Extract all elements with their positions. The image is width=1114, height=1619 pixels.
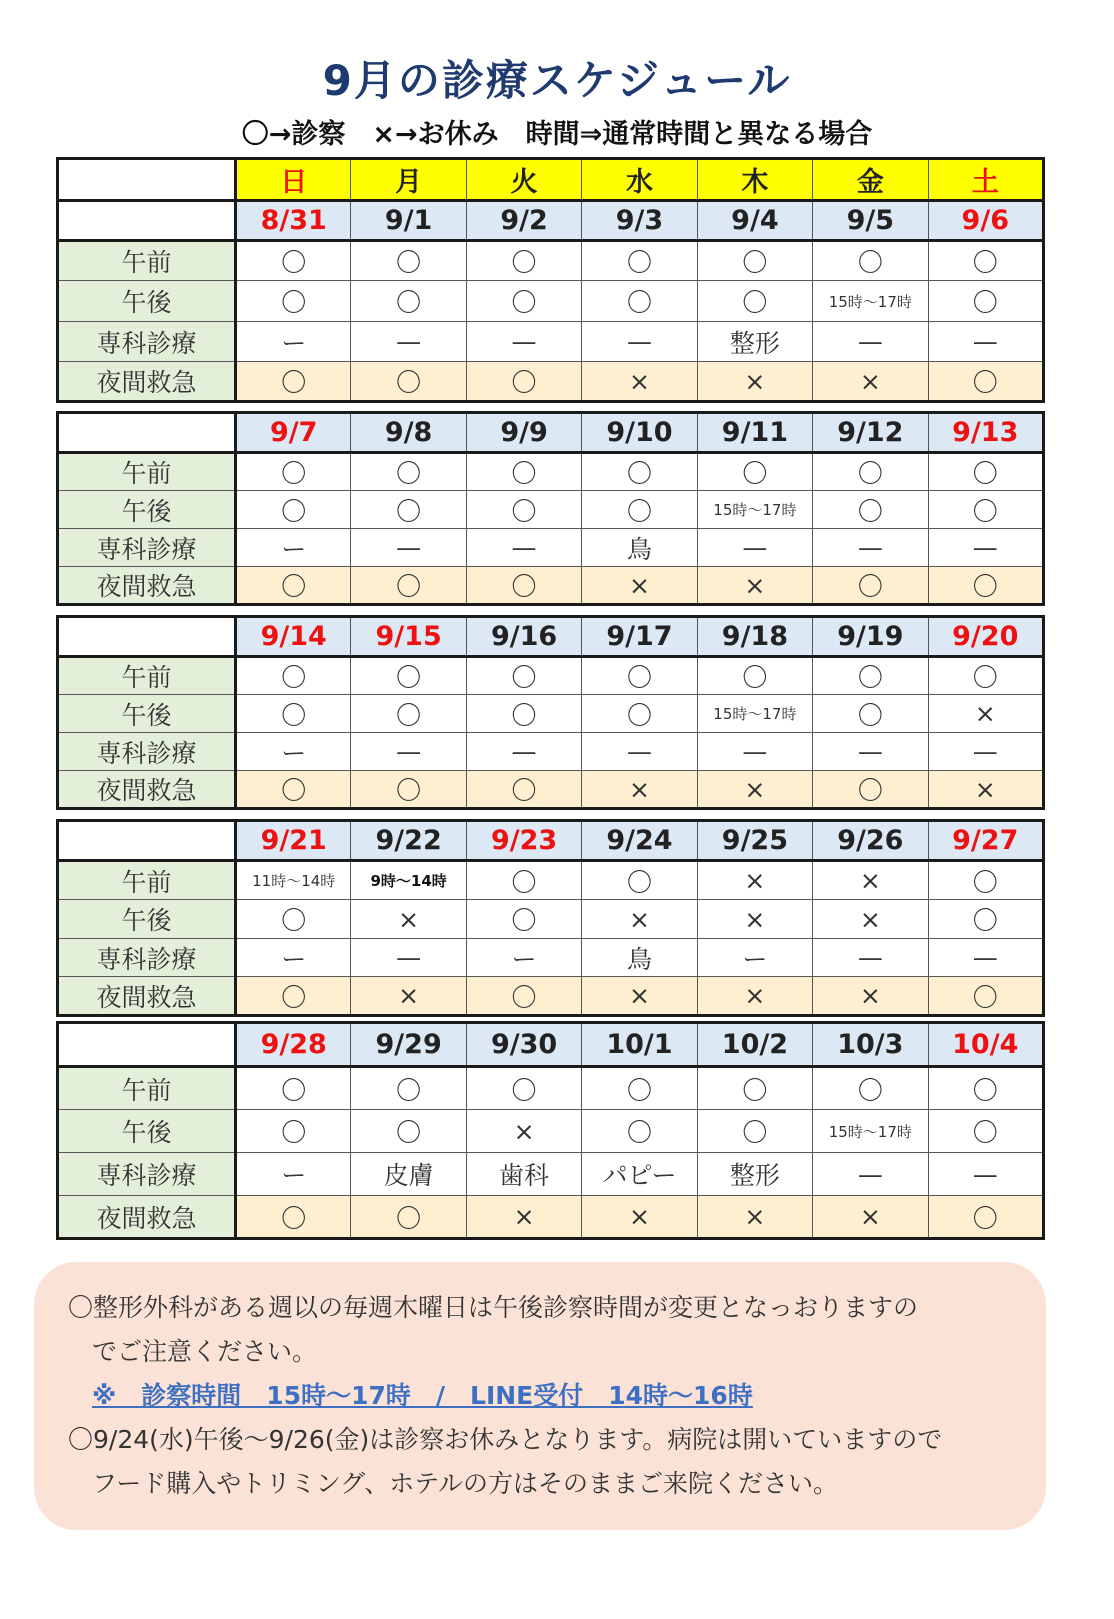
date-row xyxy=(58,413,1044,453)
status-cell: × xyxy=(928,771,1043,809)
status-cell: 〇 xyxy=(236,695,351,733)
notes-box xyxy=(34,1262,1046,1530)
status-cell: 〇 xyxy=(582,657,697,695)
status-cell: 〇 xyxy=(928,491,1043,529)
status-cell: 〇 xyxy=(351,491,466,529)
status-cell: 〇 xyxy=(813,771,928,809)
status-cell: 〇 xyxy=(813,657,928,695)
status-cell: 〇 xyxy=(697,281,812,322)
date-cell: 9/13 xyxy=(928,413,1043,453)
night-row xyxy=(58,977,1044,1016)
date-cell: 9/18 xyxy=(697,617,812,657)
status-cell: × xyxy=(697,1196,812,1239)
status-cell: 〇 xyxy=(928,241,1043,281)
status-cell: 〇 xyxy=(351,1196,466,1239)
status-cell: 〇 xyxy=(582,491,697,529)
night-row xyxy=(58,362,1044,402)
status-cell: × xyxy=(582,567,697,605)
note-line-1: 〇整形外科がある週以の毎週木曜日は午後診察時間が変更となっおりますの xyxy=(68,1293,919,1322)
status-cell: 鳥 xyxy=(582,939,697,977)
date-cell: 9/5 xyxy=(813,201,928,241)
date-row xyxy=(58,617,1044,657)
status-cell: 〇 xyxy=(236,977,351,1016)
weekday-row xyxy=(58,159,1044,201)
date-cell: 9/6 xyxy=(928,201,1043,241)
status-cell: 15時～17時 xyxy=(697,491,812,529)
status-cell: — xyxy=(466,733,581,771)
status-cell: 〇 xyxy=(466,771,581,809)
status-cell: 〇 xyxy=(928,281,1043,322)
status-cell: 〇 xyxy=(928,1196,1043,1239)
status-cell: — xyxy=(351,939,466,977)
corner-cell xyxy=(58,617,236,657)
status-cell: × xyxy=(697,977,812,1016)
status-cell: — xyxy=(928,1153,1043,1196)
special-row xyxy=(58,529,1044,567)
status-cell: 〇 xyxy=(928,453,1043,491)
date-cell: 9/30 xyxy=(466,1023,581,1067)
status-cell: 〇 xyxy=(351,1110,466,1153)
status-cell: 〇 xyxy=(351,771,466,809)
status-cell: × xyxy=(928,695,1043,733)
status-cell: 〇 xyxy=(351,453,466,491)
night-row xyxy=(58,1196,1044,1239)
status-cell: × xyxy=(582,900,697,939)
corner-cell xyxy=(58,1023,236,1067)
status-cell: × xyxy=(813,900,928,939)
date-cell: 9/3 xyxy=(582,201,697,241)
status-cell: — xyxy=(928,322,1043,362)
weekday-cell: 火 xyxy=(466,159,581,201)
status-cell: 〇 xyxy=(466,491,581,529)
night-row xyxy=(58,567,1044,605)
status-cell: 〇 xyxy=(697,241,812,281)
row-label: 専科診療 xyxy=(58,1153,236,1196)
status-cell: パピー xyxy=(582,1153,697,1196)
row-label: 専科診療 xyxy=(58,733,236,771)
week-table-1 xyxy=(56,157,1045,403)
row-label: 専科診療 xyxy=(58,529,236,567)
status-cell: 〇 xyxy=(466,362,581,402)
status-cell: 〇 xyxy=(466,695,581,733)
status-cell: — xyxy=(928,733,1043,771)
status-cell: × xyxy=(466,1196,581,1239)
status-cell: — xyxy=(351,322,466,362)
status-cell: 〇 xyxy=(236,281,351,322)
status-cell: 〇 xyxy=(813,491,928,529)
row-label: 専科診療 xyxy=(58,322,236,362)
status-cell: 〇 xyxy=(582,695,697,733)
date-cell: 9/15 xyxy=(351,617,466,657)
date-cell: 9/22 xyxy=(351,821,466,861)
corner-cell xyxy=(58,413,236,453)
date-cell: 9/23 xyxy=(466,821,581,861)
special-row xyxy=(58,1153,1044,1196)
status-cell: × xyxy=(351,900,466,939)
status-cell: 〇 xyxy=(582,1067,697,1110)
status-cell: × xyxy=(697,900,812,939)
corner-cell xyxy=(58,201,236,241)
status-cell: — xyxy=(351,733,466,771)
status-cell: × xyxy=(466,1110,581,1153)
pm-row xyxy=(58,281,1044,322)
status-cell: × xyxy=(813,861,928,900)
row-label: 夜間救急 xyxy=(58,977,236,1016)
row-label: 午後 xyxy=(58,900,236,939)
date-cell: 9/29 xyxy=(351,1023,466,1067)
date-row xyxy=(58,1023,1044,1067)
page-title: 9月の診療スケジュール xyxy=(322,56,792,105)
status-cell: — xyxy=(813,529,928,567)
status-cell: 〇 xyxy=(236,771,351,809)
row-label: 午前 xyxy=(58,657,236,695)
status-cell: — xyxy=(813,1153,928,1196)
status-cell: 〇 xyxy=(351,567,466,605)
corner-cell xyxy=(58,159,236,201)
status-cell: × xyxy=(582,362,697,402)
date-cell: 9/27 xyxy=(928,821,1043,861)
date-cell: 9/8 xyxy=(351,413,466,453)
status-cell: 〇 xyxy=(466,977,581,1016)
status-cell: × xyxy=(813,1196,928,1239)
status-cell: 〇 xyxy=(236,241,351,281)
status-cell: 整形 xyxy=(697,322,812,362)
pm-row xyxy=(58,1110,1044,1153)
am-row xyxy=(58,657,1044,695)
date-cell: 10/1 xyxy=(582,1023,697,1067)
date-cell: 9/2 xyxy=(466,201,581,241)
status-cell: — xyxy=(697,529,812,567)
date-cell: 9/9 xyxy=(466,413,581,453)
status-cell: ー xyxy=(236,939,351,977)
status-cell: 〇 xyxy=(466,1067,581,1110)
status-cell: 〇 xyxy=(351,1067,466,1110)
date-cell: 9/10 xyxy=(582,413,697,453)
week-table-2 xyxy=(56,411,1045,606)
weekday-cell: 日 xyxy=(236,159,351,201)
night-row xyxy=(58,771,1044,809)
status-cell: 歯科 xyxy=(466,1153,581,1196)
status-cell: — xyxy=(928,529,1043,567)
row-label: 専科診療 xyxy=(58,939,236,977)
status-cell: 〇 xyxy=(928,567,1043,605)
note-line-4: フード購入やトリミング、ホテルの方はそのままご来院ください。 xyxy=(92,1469,839,1498)
weekday-cell: 木 xyxy=(697,159,812,201)
status-cell: — xyxy=(928,939,1043,977)
status-cell: 〇 xyxy=(236,453,351,491)
date-cell: 9/14 xyxy=(236,617,351,657)
status-cell: 〇 xyxy=(928,1067,1043,1110)
date-cell: 9/4 xyxy=(697,201,812,241)
pm-row xyxy=(58,695,1044,733)
special-row xyxy=(58,939,1044,977)
am-row xyxy=(58,861,1044,900)
status-cell: 〇 xyxy=(928,362,1043,402)
status-cell: 〇 xyxy=(466,900,581,939)
status-cell: 〇 xyxy=(236,567,351,605)
status-cell: 鳥 xyxy=(582,529,697,567)
status-cell: 15時～17時 xyxy=(813,281,928,322)
status-cell: — xyxy=(582,322,697,362)
date-cell: 9/12 xyxy=(813,413,928,453)
status-cell: 〇 xyxy=(466,241,581,281)
status-cell: × xyxy=(697,362,812,402)
week-table-3 xyxy=(56,615,1045,810)
date-cell: 10/4 xyxy=(928,1023,1043,1067)
pm-row xyxy=(58,491,1044,529)
pm-row xyxy=(58,900,1044,939)
status-cell: × xyxy=(813,362,928,402)
week-table-5 xyxy=(56,1021,1045,1240)
status-cell: × xyxy=(351,977,466,1016)
status-cell: 整形 xyxy=(697,1153,812,1196)
status-cell: 〇 xyxy=(697,453,812,491)
status-cell: 15時～17時 xyxy=(697,695,812,733)
date-cell: 9/19 xyxy=(813,617,928,657)
week-table-4 xyxy=(56,819,1045,1017)
date-cell: 9/7 xyxy=(236,413,351,453)
status-cell: 〇 xyxy=(351,657,466,695)
status-cell: 〇 xyxy=(813,453,928,491)
row-label: 午前 xyxy=(58,1067,236,1110)
status-cell: — xyxy=(351,529,466,567)
note-highlight: ※ 診察時間 15時～17時 / LINE受付 14時～16時 xyxy=(92,1381,753,1410)
legend-line: 〇→診察 ×→お休み 時間⇒通常時間と異なる場合 xyxy=(241,119,873,150)
date-cell: 9/28 xyxy=(236,1023,351,1067)
status-cell: — xyxy=(466,529,581,567)
status-cell: — xyxy=(466,322,581,362)
status-cell: — xyxy=(813,322,928,362)
row-label: 午前 xyxy=(58,453,236,491)
date-cell: 10/3 xyxy=(813,1023,928,1067)
status-cell: 〇 xyxy=(466,453,581,491)
status-cell: × xyxy=(697,567,812,605)
row-label: 午前 xyxy=(58,241,236,281)
date-cell: 9/24 xyxy=(582,821,697,861)
note-line-2: でご注意ください。 xyxy=(92,1337,318,1366)
weekday-cell: 土 xyxy=(928,159,1043,201)
status-cell: 〇 xyxy=(928,861,1043,900)
status-cell: 〇 xyxy=(236,1110,351,1153)
status-cell: 〇 xyxy=(236,362,351,402)
row-label: 午後 xyxy=(58,491,236,529)
status-cell: × xyxy=(582,771,697,809)
date-cell: 9/11 xyxy=(697,413,812,453)
weekday-cell: 水 xyxy=(582,159,697,201)
status-cell: ー xyxy=(466,939,581,977)
status-cell: — xyxy=(697,733,812,771)
status-cell: 〇 xyxy=(928,900,1043,939)
date-cell: 9/16 xyxy=(466,617,581,657)
row-label: 午後 xyxy=(58,281,236,322)
row-label: 夜間救急 xyxy=(58,362,236,402)
status-cell: 〇 xyxy=(236,657,351,695)
date-cell: 10/2 xyxy=(697,1023,812,1067)
date-cell: 9/17 xyxy=(582,617,697,657)
weekday-cell: 金 xyxy=(813,159,928,201)
corner-cell xyxy=(58,821,236,861)
status-cell: 9時～14時 xyxy=(351,861,466,900)
status-cell: 〇 xyxy=(466,657,581,695)
special-row xyxy=(58,322,1044,362)
status-cell: × xyxy=(813,977,928,1016)
status-cell: 11時～14時 xyxy=(236,861,351,900)
row-label: 夜間救急 xyxy=(58,567,236,605)
status-cell: 〇 xyxy=(351,695,466,733)
status-cell: 〇 xyxy=(697,657,812,695)
status-cell: 〇 xyxy=(813,695,928,733)
status-cell: 〇 xyxy=(351,362,466,402)
status-cell: × xyxy=(582,1196,697,1239)
status-cell: 〇 xyxy=(813,1067,928,1110)
status-cell: 〇 xyxy=(582,281,697,322)
status-cell: 〇 xyxy=(582,861,697,900)
status-cell: 15時～17時 xyxy=(813,1110,928,1153)
date-row xyxy=(58,201,1044,241)
row-label: 午後 xyxy=(58,1110,236,1153)
am-row xyxy=(58,1067,1044,1110)
status-cell: 〇 xyxy=(466,861,581,900)
weekday-cell: 月 xyxy=(351,159,466,201)
status-cell: 〇 xyxy=(813,241,928,281)
status-cell: × xyxy=(697,861,812,900)
am-row xyxy=(58,453,1044,491)
status-cell: 〇 xyxy=(236,1067,351,1110)
status-cell: ー xyxy=(236,322,351,362)
status-cell: — xyxy=(813,939,928,977)
row-label: 夜間救急 xyxy=(58,1196,236,1239)
status-cell: 〇 xyxy=(351,281,466,322)
note-line-3: 〇9/24(水)午後～9/26(金)は診察お休みとなります。病院は開いていますので xyxy=(68,1425,943,1454)
status-cell: 〇 xyxy=(466,567,581,605)
date-cell: 9/20 xyxy=(928,617,1043,657)
status-cell: ー xyxy=(697,939,812,977)
date-cell: 9/1 xyxy=(351,201,466,241)
status-cell: — xyxy=(582,733,697,771)
status-cell: — xyxy=(813,733,928,771)
special-row xyxy=(58,733,1044,771)
status-cell: 皮膚 xyxy=(351,1153,466,1196)
row-label: 午後 xyxy=(58,695,236,733)
status-cell: 〇 xyxy=(928,977,1043,1016)
status-cell: ー xyxy=(236,733,351,771)
status-cell: 〇 xyxy=(697,1110,812,1153)
status-cell: 〇 xyxy=(582,1110,697,1153)
date-cell: 9/25 xyxy=(697,821,812,861)
date-cell: 9/26 xyxy=(813,821,928,861)
status-cell: 〇 xyxy=(697,1067,812,1110)
date-cell: 9/21 xyxy=(236,821,351,861)
status-cell: × xyxy=(697,771,812,809)
status-cell: 〇 xyxy=(466,281,581,322)
row-label: 夜間救急 xyxy=(58,771,236,809)
date-row xyxy=(58,821,1044,861)
status-cell: 〇 xyxy=(236,491,351,529)
status-cell: 〇 xyxy=(351,241,466,281)
status-cell: 〇 xyxy=(582,453,697,491)
status-cell: 〇 xyxy=(813,567,928,605)
status-cell: 〇 xyxy=(236,900,351,939)
status-cell: × xyxy=(582,977,697,1016)
am-row xyxy=(58,241,1044,281)
status-cell: ー xyxy=(236,529,351,567)
status-cell: 〇 xyxy=(236,1196,351,1239)
status-cell: 〇 xyxy=(582,241,697,281)
status-cell: 〇 xyxy=(928,1110,1043,1153)
row-label: 午前 xyxy=(58,861,236,900)
date-cell: 8/31 xyxy=(236,201,351,241)
status-cell: 〇 xyxy=(928,657,1043,695)
status-cell: ー xyxy=(236,1153,351,1196)
